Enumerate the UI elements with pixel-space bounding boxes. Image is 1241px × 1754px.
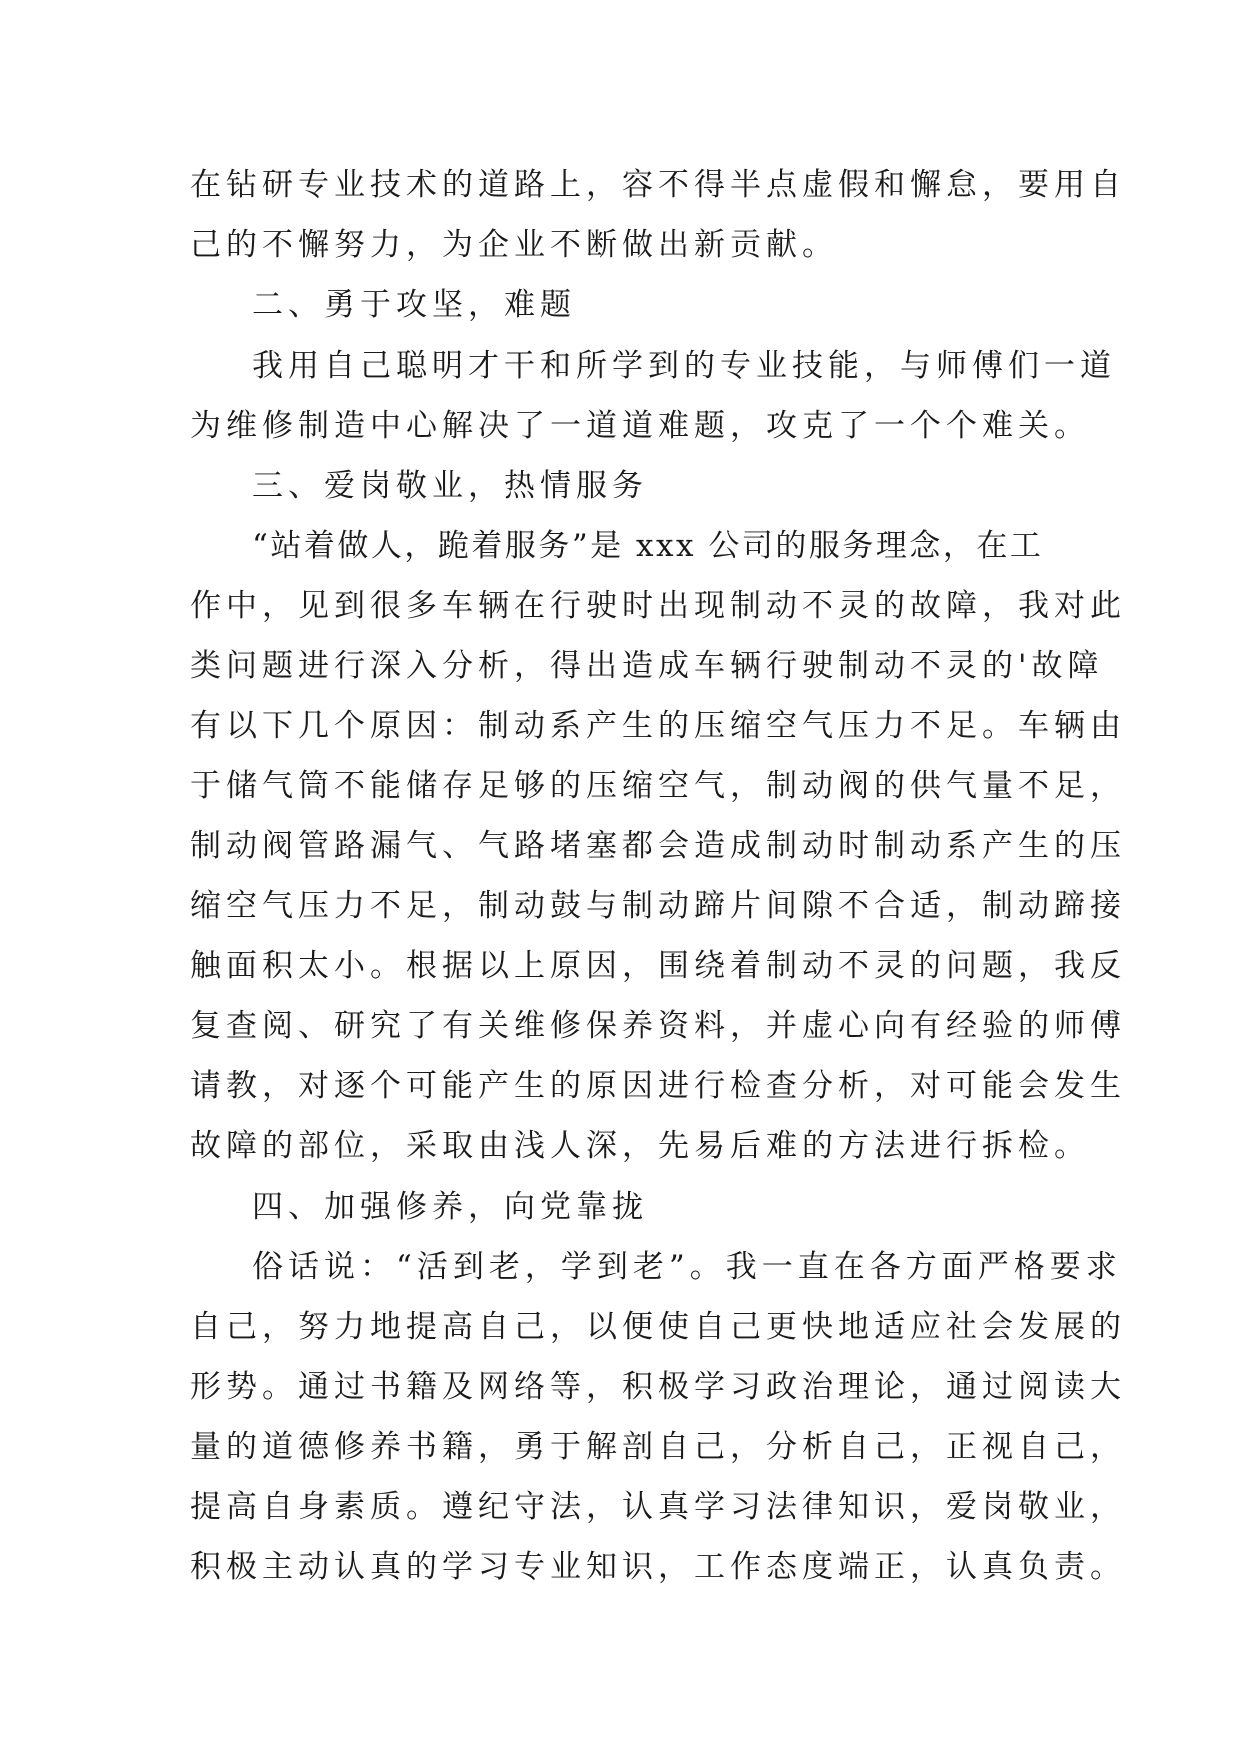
text-line: 在钻研专业技术的道路上，容不得半点虚假和懈怠，要用自 — [190, 167, 1126, 203]
text-line: 复查阅、研究了有关维修保养资料，并虚心向有经验的师傅 — [190, 1008, 1126, 1044]
text-line: 提高自身素质。遵纪守法，认真学习法律知识，爱岗敬业， — [190, 1489, 1126, 1525]
text-line: 类问题进行深入分析，得出造成车辆行驶制动不灵的'故障 — [190, 648, 1104, 684]
text-line: 我用自己聪明才干和所学到的专业技能，与师傅们一道 — [252, 348, 1116, 384]
text-line: 己的不懈努力，为企业不断做出新贡献。 — [190, 227, 838, 263]
text-line: 触面积太小。根据以上原因，围绕着制动不灵的问题，我反 — [190, 948, 1126, 984]
text-line: 自己，努力地提高自己，以便使自己更快地适应社会发展的 — [190, 1309, 1126, 1345]
text-line: 积极主动认真的学习专业知识，工作态度端正，认真负责。 — [190, 1549, 1126, 1585]
section-heading-3: 三、爱岗敬业，热情服务 — [252, 468, 648, 504]
text-line: 形势。通过书籍及网络等，积极学习政治理论，通过阅读大 — [190, 1369, 1126, 1405]
section-heading-4: 四、加强修养，向党靠拢 — [252, 1189, 648, 1225]
section-heading-2: 二、勇于攻坚，难题 — [252, 287, 576, 323]
text-line: 俗话说：“活到老，学到老”。我一直在各方面严格要求 — [252, 1249, 1122, 1285]
text-line: 为维修制造中心解决了一道道难题，攻克了一个个难关。 — [190, 408, 1090, 444]
text-line: 作中，见到很多车辆在行驶时出现制动不灵的故障，我对此 — [190, 588, 1126, 624]
text-line: 故障的部位，采取由浅人深，先易后难的方法进行拆检。 — [190, 1128, 1090, 1164]
text-line: 有以下几个原因：制动系产生的压缩空气压力不足。车辆由 — [190, 708, 1126, 744]
text-line: 缩空气压力不足，制动鼓与制动蹄片间隙不合适，制动蹄接 — [190, 888, 1126, 924]
text-line: “站着做人，跪着服务”是 xxx 公司的服务理念，在工 — [252, 528, 1044, 564]
text-line: 制动阀管路漏气、气路堵塞都会造成制动时制动系产生的压 — [190, 828, 1126, 864]
text-line: 量的道德修养书籍，勇于解剖自己，分析自己，正视自己， — [190, 1429, 1126, 1465]
text-line: 请教，对逐个可能产生的原因进行检查分析，对可能会发生 — [190, 1068, 1126, 1104]
text-line: 于储气筒不能储存足够的压缩空气，制动阀的供气量不足， — [190, 768, 1126, 804]
